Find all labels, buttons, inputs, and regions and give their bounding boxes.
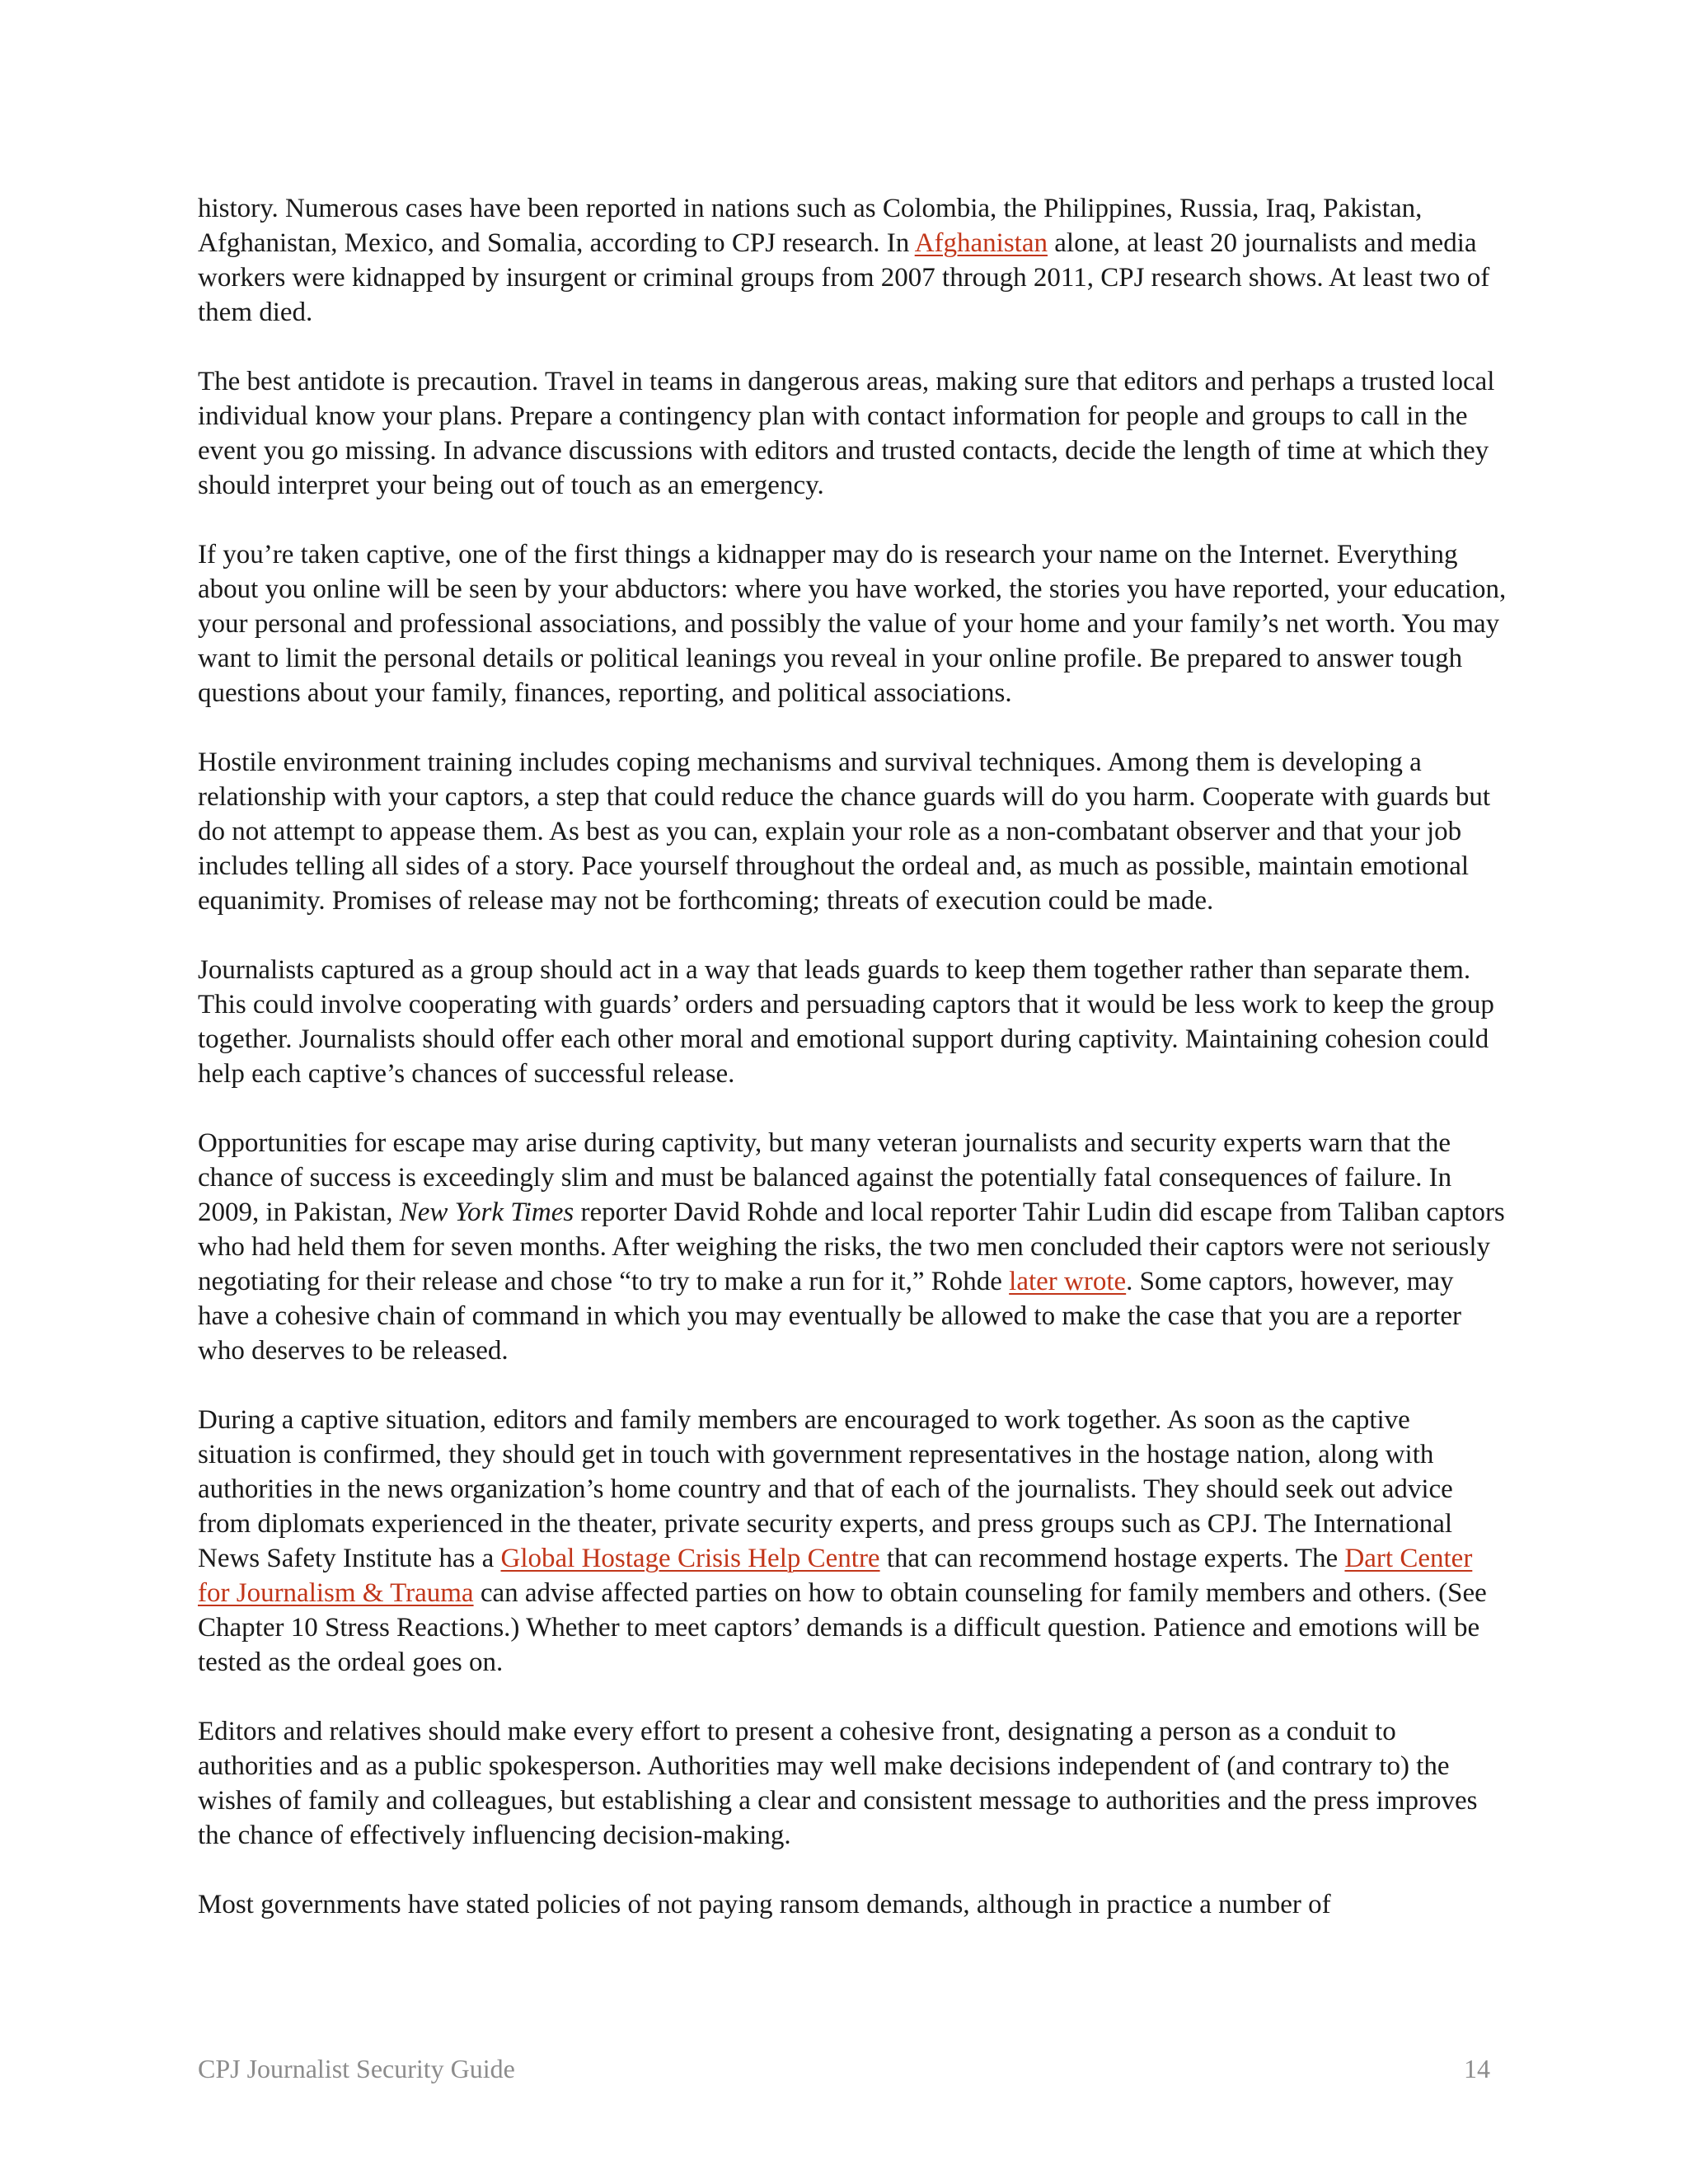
body-text [198,191,1508,1957]
footer-title: CPJ Journalist Security Guide [198,2054,515,2083]
paragraph-kidnapping-history: history. Numerous cases have been reported in nations such as Colombia, the Philippines, Russia, Iraq, Pakistan, Afghanistan, Mexico, and Somalia, according to CPJ research. In Afghanistan alone, at least 20 journalists and media workers were kidnapped by insurgent or criminal groups from 2007 through 2011, CPJ research shows. At least two of them died. [198,194,1490,327]
dart-center-link[interactable]: Dart Center for Journalism & Trauma [198,1544,1473,1608]
page-number: 14 [1464,2054,1490,2083]
paragraph-online-research: If you’re taken captive, one of the first things a kidnapper may do is research your name on the Internet. Everything about you online will be seen by your abductors: where you have worked, the stories you have reported, your education, your personal and professional associations, and possibly the value of your home and your family’s net worth. You may want to limit the personal details or political leanings you reveal in your online profile. Be prepared to answer tough questions about your family, finances, reporting, and political associations. [198,540,1507,708]
paragraph-escape: Opportunities for escape may arise during captivity, but many veteran journalists and security experts warn that the chance of success is exceedingly slim and must be balanced against the potentially fatal consequences of failure. In 2009, in Pakistan, New York Times reporter David Rohde and local reporter Tahir Ludin did escape from Taliban captors who had held them for seven months. After weighing the risks, the two men concluded their captors were not seriously negotiating for their release and chose “to try to make a run for it,” Rohde later wrote. Some captors, however, may have a cohesive chain of command in which you may eventually be allowed to make the case that you are a reporter who deserves to be released. [198,1128,1505,1366]
afghanistan-link[interactable]: Afghanistan [914,228,1048,258]
paragraph-group-captivity: Journalists captured as a group should act in a way that leads guards to keep them together rather than separate them. This could involve cooperating with guards’ orders and persuading captors that it would be less work to keep the group together. Journalists should offer each other moral and emotional support during captivity. Maintaining cohesion could help each captive’s chances of successful release. [198,955,1494,1089]
paragraph-hostile-training: Hostile environment training includes coping mechanisms and survival techniques. Among them is developing a relationship with your captors, a step that could reduce the chance guards will do you harm. Cooperate with guards but do not attempt to appease them. As best as you can, explain your role as a non-combatant observer and that your job includes telling all sides of a story. Pace yourself throughout the ordeal and, as much as possible, maintain emotional equanimity. Promises of release may not be forthcoming; threats of execution could be made. [198,748,1490,916]
later-wrote-link[interactable]: later wrote [1009,1267,1127,1296]
paragraph-precaution: The best antidote is precaution. Travel in teams in dangerous areas, making sure that editors and perhaps a trusted local individual know your plans. Prepare a contingency plan with contact information for people and groups to call in the event you go missing. In advance discussions with editors and trusted contacts, decide the length of time at which they should interpret your being out of touch as an emergency. [198,367,1495,500]
global-hostage-crisis-link[interactable]: Global Hostage Crisis Help Centre [500,1544,880,1573]
publication-name: New York Times [399,1197,574,1227]
paragraph-captive-situation: During a captive situation, editors and family members are encouraged to work together. As soon as the captive situation is confirmed, they should get in touch with government representatives in the hostage nation, along with authorities in the news organization’s home country and that of each of the journalists. They should seek out advice from diplomats experienced in the theater, private security experts, and press groups such as CPJ. The International News Safety Institute has a Global Hostage Crisis Help Centre that can recommend hostage experts. The Dart Center for Journalism & Trauma can advise affected parties on how to obtain counseling for family members and others. (See Chapter 10 Stress Reactions.) Whether to meet captors’ demands is a difficult question. Patience and emotions will be tested as the ordeal goes on. [198,1405,1487,1677]
paragraph-cohesive-front: Editors and relatives should make every effort to present a cohesive front, designating a person as a conduit to authorities and as a public spokesperson. Authorities may well make decisions independent of (and contrary to) the wishes of family and colleagues, but establishing a clear and consistent message to authorities and the press improves the chance of effectively influencing decision-making. [198,1717,1478,1850]
paragraph-ransom: Most governments have stated policies of not paying ransom demands, although in practice a number of [198,1890,1331,1919]
